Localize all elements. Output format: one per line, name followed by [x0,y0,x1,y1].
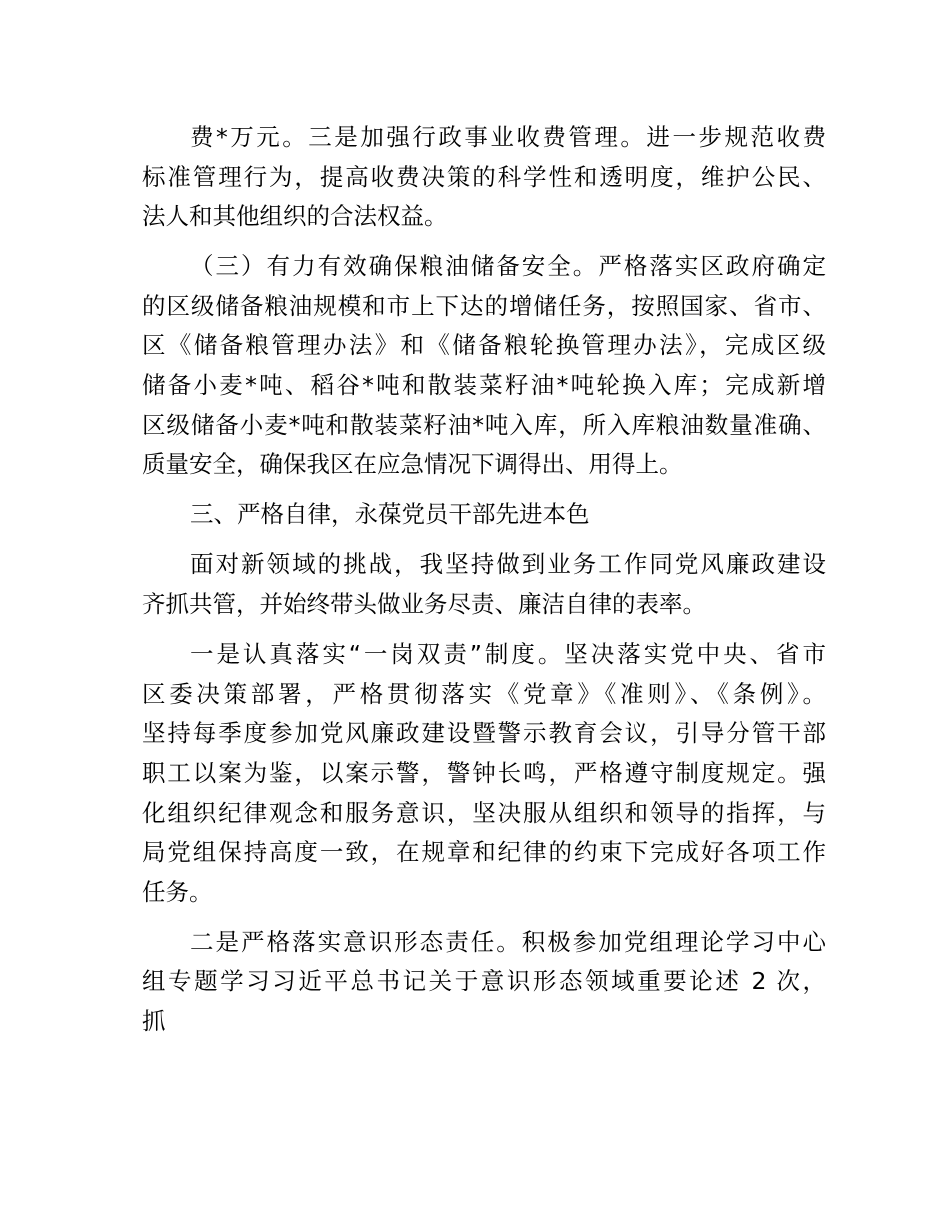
text-line: 局党组保持高度一致，在规章和纪律的约束下完成好各项工作 [142,838,826,867]
text-line: 质量安全，确保我区在应急情况下调得出、用得上。 [142,450,683,479]
text-line: 化组织纪律观念和服务意识，坚决服从组织和领导的指挥，与 [142,798,826,827]
paragraph-6 [142,923,826,1042]
text-line: 区《储备粮管理办法》和《储备粮轮换管理办法》，完成区级 [142,331,826,360]
document-body [142,118,826,1042]
text-line: 坚持每季度参加党风廉政建设暨警示教育会议，引导分管干部 [142,719,826,748]
section-heading [142,495,826,535]
text-line: 标准管理行为，提高收费决策的科学性和透明度，维护公民、 [142,162,826,191]
paragraph-1 [142,118,826,237]
text-line: 区委决策部署，严格贯彻落实《党章》《准则》、《条例》。 [142,679,826,708]
text-line: 一是认真落实“一岗双责”制度。坚决落实党中央、省市 [190,640,826,669]
paragraph-5 [142,635,826,912]
text-line: 区级储备小麦*吨和散装菜籽油*吨入库，所入库粮油数量准确、 [142,410,826,439]
paragraph-2 [142,247,826,485]
text-line: 的区级储备粮油规模和市上下达的增储任务，按照国家、省市、 [142,291,826,320]
text-line: 二是严格落实意识形态责任。积极参加党组理论学习中心 [190,927,826,956]
text-line: 组专题学习习近平总书记关于意识形态领域重要论述 2 次， [142,967,826,996]
text-line: 面对新领域的挑战，我坚持做到业务工作同党风廉政建设 [190,550,826,579]
text-line: 职工以案为鉴，以案示警，警钟长鸣，严格遵守制度规定。强 [142,758,826,787]
text-line: 抓 [142,1006,166,1035]
text-line: 三、严格自律，永葆党员干部先进本色 [190,500,590,529]
text-line: 储备小麦*吨、稻谷*吨和散装菜籽油*吨轮换入库；完成新增 [142,371,826,400]
text-line: 任务。 [142,877,213,906]
text-line: （三）有力有效确保粮油储备安全。严格落实区政府确定 [190,252,826,281]
paragraph-4 [142,545,826,624]
text-line: 费*万元。三是加强行政事业收费管理。进一步规范收费 [190,123,826,151]
text-line: 齐抓共管，并始终带头做业务尽责、廉洁自律的表率。 [142,590,706,619]
text-line: 法人和其他组织的合法权益。 [142,202,448,231]
